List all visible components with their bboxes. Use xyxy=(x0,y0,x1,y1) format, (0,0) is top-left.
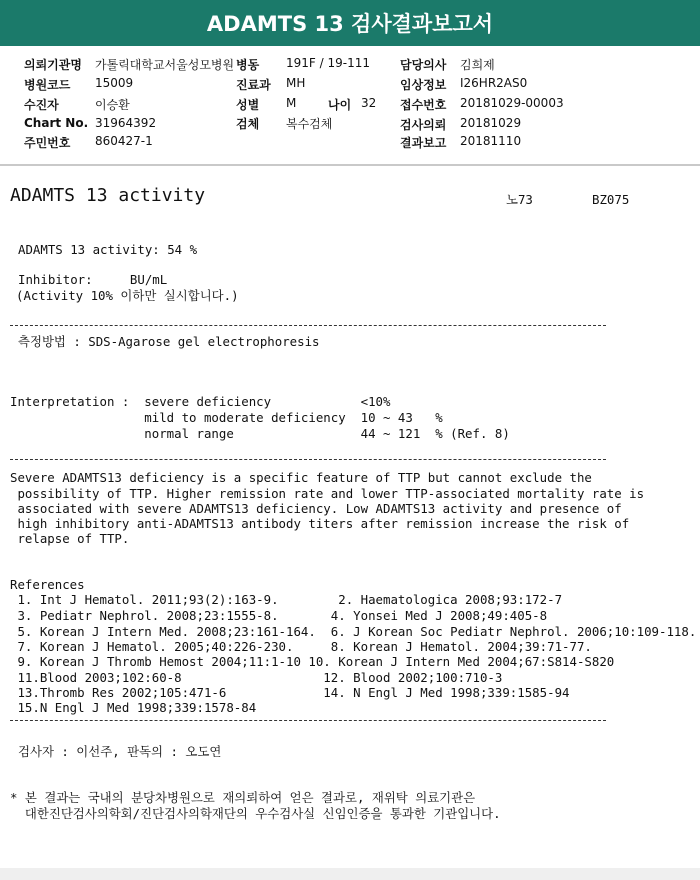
test-name: ADAMTS 13 activity xyxy=(10,185,206,206)
hospital-code-value: 15009 xyxy=(95,76,134,90)
divider xyxy=(10,459,606,460)
report-title: ADAMTS 13 검사결과보고서 xyxy=(206,12,494,36)
comment-line: relapse of TTP. xyxy=(10,531,130,546)
request-date-value: 20181029 xyxy=(460,116,522,130)
patient-name-value: 이승환 xyxy=(95,98,130,112)
reference-line: 15.N Engl J Med 1998;339:1578-84 xyxy=(10,700,257,715)
age-value: 32 xyxy=(361,96,377,110)
department-label: 진료과 xyxy=(236,78,271,92)
patient-name-label: 수진자 xyxy=(24,98,59,112)
report-date-label: 결과보고 xyxy=(400,136,447,150)
test-code-2: BZ075 xyxy=(592,192,630,207)
interpretation-line: Interpretation : severe deficiency <10% xyxy=(10,394,391,409)
inhibitor-line: Inhibitor: BU/mL xyxy=(18,272,168,287)
attending-doctor-label: 담당의사 xyxy=(400,58,447,72)
comment-line: high inhibitory anti-ADAMTS13 antibody titers after remission increase the risk of xyxy=(10,516,630,531)
comment-line: Severe ADAMTS13 deficiency is a specific feature of TTP but cannot exclude the xyxy=(10,470,592,485)
accession-number-label: 접수번호 xyxy=(400,98,447,112)
examiner-line: 검사자 : 이선주, 판독의 : 오도연 xyxy=(18,744,222,759)
age-label: 나이 xyxy=(328,98,352,112)
hospital-code-label: 병원코드 xyxy=(24,78,71,92)
report-date-value: 20181110 xyxy=(460,134,522,148)
reference-line: 3. Pediatr Nephrol. 2008;23:1555-8. 4. Yonsei Med J 2008;49:405-8 xyxy=(10,608,548,623)
resident-number-value: 860427-1 xyxy=(95,134,153,148)
attending-doctor-value: 김희제 xyxy=(460,58,495,72)
divider xyxy=(10,720,606,721)
sex-label: 성별 xyxy=(236,98,260,112)
patient-info-panel xyxy=(0,46,700,166)
bottom-bar xyxy=(0,868,700,880)
department-value: MH xyxy=(286,76,306,90)
references-title: References xyxy=(10,577,85,592)
resident-number-label: 주민번호 xyxy=(24,136,71,150)
method-line: 측정방법 : SDS-Agarose gel electrophoresis xyxy=(18,334,320,349)
specimen-value: 복수검체 xyxy=(286,117,333,131)
clinical-info-value: I26HR2AS0 xyxy=(460,76,528,90)
reference-line: 11.Blood 2003;102:60-8 12. Blood 2002;100:710-3 xyxy=(10,670,503,685)
chart-no-label: Chart No. xyxy=(24,116,89,130)
reference-line: 5. Korean J Intern Med. 2008;23:161-164. 6. J Korean Soc Pediatr Nephrol. 2006;10:109-118. xyxy=(10,624,697,639)
comment-line: associated with severe ADAMTS13 deficiency. Low ADAMTS13 activity and presence of xyxy=(10,501,622,516)
chart-no-value: 31964392 xyxy=(95,116,157,130)
ward-value: 191F / 19-111 xyxy=(286,56,370,70)
footer-note-line: 대한진단검사의학회/진단검사의학재단의 우수검사실 신임인증을 통과한 기관입니다. xyxy=(10,806,501,821)
comment-line: possibility of TTP. Higher remission rate and lower TTP-associated mortality rate is xyxy=(10,486,645,501)
result-line: ADAMTS 13 activity: 54 % xyxy=(18,242,198,257)
requesting-institution-label: 의뢰기관명 xyxy=(24,58,82,72)
requesting-institution-value: 가톨릭대학교서울성모병원 xyxy=(95,58,235,72)
reference-line: 1. Int J Hematol. 2011;93(2):163-9. 2. Haematologica 2008;93:172-7 xyxy=(10,592,563,607)
footer-note-line: * 본 결과는 국내의 분당차병원으로 재의뢰하여 얻은 결과로, 재위탁 의료기관은 xyxy=(10,790,476,805)
reference-line: 7. Korean J Hematol. 2005;40:226-230. 8. Korean J Hematol. 2004;39:71-77. xyxy=(10,639,592,654)
clinical-info-label: 임상정보 xyxy=(400,78,447,92)
interpretation-line: mild to moderate deficiency 10 ~ 43 % xyxy=(10,410,443,425)
report-body xyxy=(0,168,700,868)
accession-number-value: 20181029-00003 xyxy=(460,96,564,110)
reference-line: 13.Thromb Res 2002;105:471-6 14. N Engl J Med 1998;339:1585-94 xyxy=(10,685,570,700)
request-date-label: 검사의뢰 xyxy=(400,118,447,132)
inhibitor-note: (Activity 10% 이하만 실시합니다.) xyxy=(16,288,239,303)
report-title-banner xyxy=(0,0,700,46)
ward-label: 병동 xyxy=(236,58,260,72)
sex-value: M xyxy=(286,96,297,110)
reference-line: 9. Korean J Thromb Hemost 2004;11:1-10 10. Korean J Intern Med 2004;67:S814-S820 xyxy=(10,654,615,669)
interpretation-line: normal range 44 ~ 121 % (Ref. 8) xyxy=(10,426,510,441)
specimen-label: 검체 xyxy=(236,117,260,131)
divider xyxy=(10,325,606,326)
test-code-1: 노73 xyxy=(506,192,533,207)
